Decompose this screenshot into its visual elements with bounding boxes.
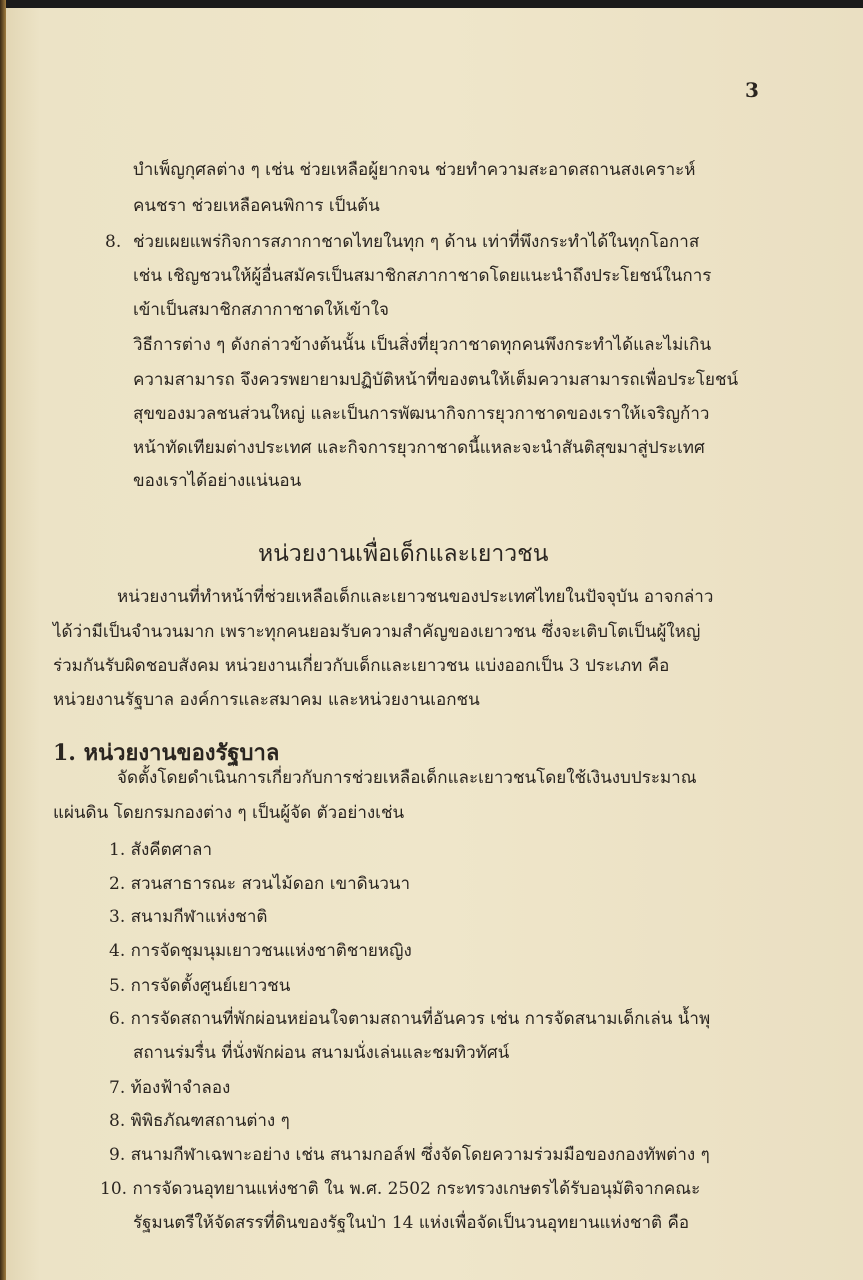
page-number: 3 — [745, 78, 759, 102]
list-item: 9. สนามกีฬาเฉพาะอย่าง เช่น สนามกอล์ฟ ซึ่งจัดโดยความร่วมมือของกองทัพต่าง ๆ — [109, 1145, 710, 1165]
summary-line-3: สุขของมวลชนส่วนใหญ่ และเป็นการพัฒนากิจการยุวกาชาดของเราให้เจริญก้าว — [133, 404, 710, 424]
list-item: 2. สวนสาธารณะ สวนไม้ดอก เขาดินวนา — [109, 874, 411, 894]
list-item: 10. การจัดวนอุทยานแห่งชาติ ใน พ.ศ. 2502 กระทรวงเกษตรได้รับอนุมัติจากคณะ — [100, 1179, 701, 1199]
list-item: 8. พิพิธภัณฑสถานต่าง ๆ — [109, 1111, 290, 1131]
section-heading: หน่วยงานเพื่อเด็กและเยาวชน — [258, 541, 549, 567]
subsection-heading: 1. หน่วยงานของรัฐบาล — [53, 740, 280, 766]
list-item: 6. การจัดสถานที่พักผ่อนหย่อนใจตามสถานที่อันควร เช่น การจัดสนามเด็กเล่น น้ำพุ — [109, 1009, 711, 1029]
section-para-line-2: ได้ว่ามีเป็นจำนวนมาก เพราะทุกคนยอมรับความสำคัญของเยาวชน ซึ่งจะเติบโตเป็นผู้ใหญ่ — [53, 622, 701, 642]
list-item-continuation: รัฐมนตรีให้จัดสรรที่ดินของรัฐในป่า 14 แห่งเพื่อจัดเป็นวนอุทยานแห่งชาติ คือ — [133, 1213, 690, 1233]
section-para-line-4: หน่วยงานรัฐบาล องค์การและสมาคม และหน่วยงานเอกชน — [53, 690, 480, 710]
item-8-line-1: ช่วยเผยแพร่กิจการสภากาชาดไทยในทุก ๆ ด้าน เท่าที่พึงกระทำได้ในทุกโอกาส — [133, 232, 700, 252]
gov-para-line-1: จัดตั้งโดยดำเนินการเกี่ยวกับการช่วยเหลือเด็กและเยาวชนโดยใช้เงินงบประมาณ — [117, 768, 697, 788]
list-item-continuation: สถานร่มรื่น ที่นั่งพักผ่อน สนามนั่งเล่นและชมทิวทัศน์ — [133, 1043, 510, 1063]
list-item: 4. การจัดชุมนุมเยาวชนแห่งชาติชายหญิง — [109, 941, 412, 961]
list-item: 3. สนามกีฬาแห่งชาติ — [109, 907, 268, 927]
section-para-line-1: หน่วยงานที่ทำหน้าที่ช่วยเหลือเด็กและเยาวชนของประเทศไทยในปัจจุบัน อาจกล่าว — [117, 587, 714, 607]
item-8-number: 8. — [105, 232, 122, 252]
summary-line-1: วิธีการต่าง ๆ ดังกล่าวข้างต้นนั้น เป็นสิ่งที่ยุวกาชาดทุกคนพึงกระทำได้และไม่เกิน — [133, 335, 712, 355]
gov-para-line-2: แผ่นดิน โดยกรมกองต่าง ๆ เป็นผู้จัด ตัวอย่างเช่น — [53, 803, 405, 823]
summary-line-4: หน้าทัดเทียมต่างประเทศ และกิจการยุวกาชาดนี้แหละจะนำสันติสุขมาสู่ประเทศ — [133, 438, 705, 458]
item-8-line-3: เข้าเป็นสมาชิกสภากาชาดให้เข้าใจ — [133, 300, 389, 320]
section-para-line-3: ร่วมกันรับผิดชอบสังคม หน่วยงานเกี่ยวกับเด็กและเยาวชน แบ่งออกเป็น 3 ประเภท คือ — [53, 656, 670, 676]
intro-line-1: บำเพ็ญกุศลต่าง ๆ เช่น ช่วยเหลือผู้ยากจน ช่วยทำความสะอาดสถานสงเคราะห์ — [133, 160, 696, 180]
summary-line-5: ของเราได้อย่างแน่นอน — [133, 471, 302, 491]
intro-line-2: คนชรา ช่วยเหลือคนพิการ เป็นต้น — [133, 196, 380, 216]
list-item: 7. ท้องฟ้าจำลอง — [109, 1078, 231, 1098]
item-8-line-2: เช่น เชิญชวนให้ผู้อื่นสมัครเป็นสมาชิกสภากาชาดโดยแนะนำถึงประโยชน์ในการ — [133, 266, 712, 286]
list-item: 1. สังคีตศาลา — [109, 840, 213, 860]
summary-line-2: ความสามารถ จึงควรพยายามปฏิบัติหน้าที่ของตนให้เต็มความสามารถเพื่อประโยชน์ — [133, 370, 739, 390]
list-item: 5. การจัดตั้งศูนย์เยาวชน — [109, 976, 291, 996]
